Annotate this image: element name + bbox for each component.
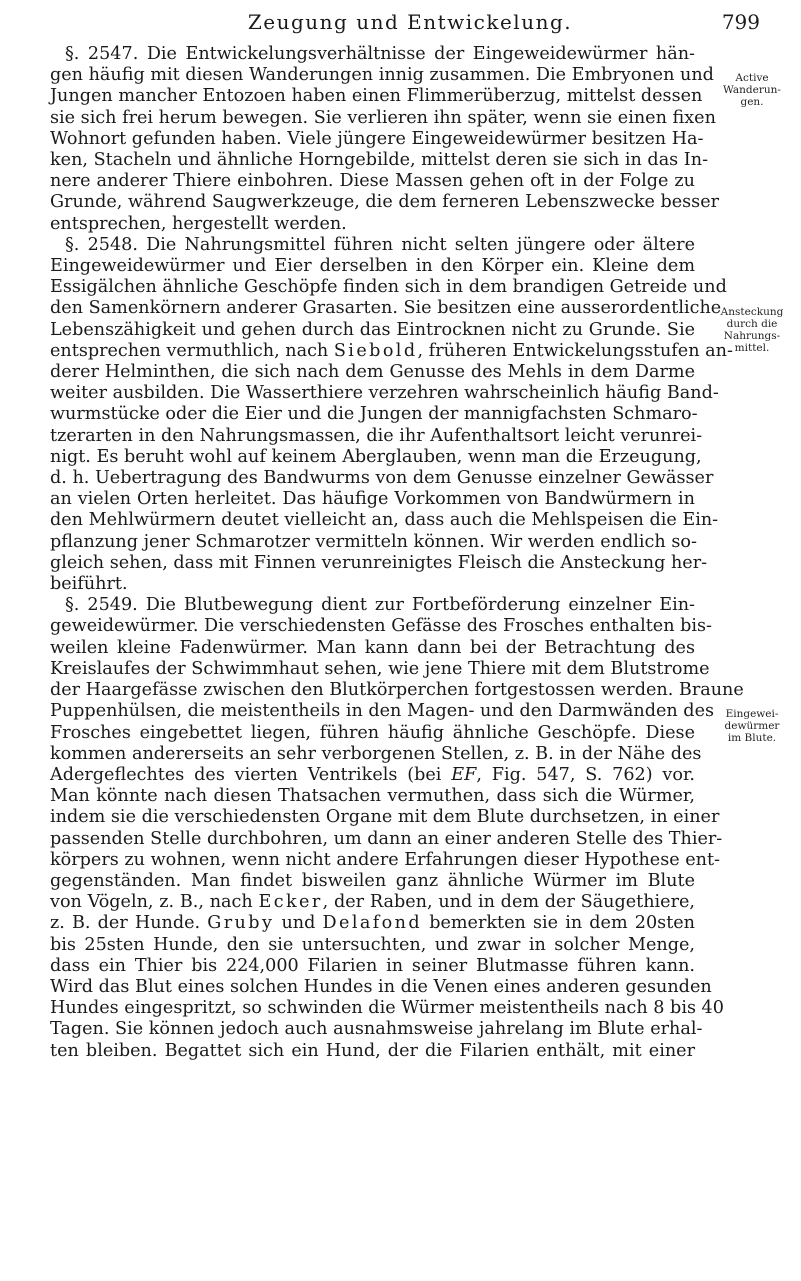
- text-segment: und: [281, 913, 316, 934]
- author-name: Ecker: [258, 892, 323, 913]
- sidenote-line: Active: [735, 72, 769, 84]
- text-line: Grunde, während Saugwerkzeuge, die dem ferneren Lebenszwecke besser: [50, 192, 720, 213]
- text-line: der Haargefässe zwischen den Blutkörperchen fortgestossen werden. Braune: [50, 680, 744, 701]
- sidenote-worms-blood: [703, 708, 801, 744]
- text-segment: Adergeflechtes des vierten Ventrikels (bei: [50, 764, 442, 785]
- paragraph-2549: [50, 595, 744, 1061]
- text-line: Wohnort gefunden haben. Viele jüngere Eingeweidewürmer besitzen Ha-: [50, 128, 704, 149]
- text-line: entsprechen, hergestellt werden.: [50, 213, 347, 234]
- body-text: [50, 44, 744, 1062]
- text-segment: entsprechen vermuthlich, nach: [50, 340, 329, 361]
- text-segment: z. B. der Hunde.: [50, 913, 201, 934]
- running-header: [60, 10, 760, 40]
- text-line: pflanzung jener Schmarotzer vermitteln können. Wir werden endlich so-: [50, 531, 697, 552]
- text-line: [50, 913, 695, 934]
- sidenote-line: mittel.: [734, 342, 770, 354]
- sidenote-line: Nahrungs-: [723, 330, 781, 342]
- text-segment: bemerkten sie in dem 20sten: [429, 913, 696, 934]
- text-segment: , der Raben, und in dem der Säugethiere,: [322, 892, 696, 913]
- text-line: an vielen Orten herleitet. Das häufige Vorkommen von Bandwürmern in: [50, 489, 695, 510]
- text-line: [50, 892, 695, 913]
- text-line: Lebenszähigkeit und gehen durch das Eintrocknen nicht zu Grunde. Sie: [50, 319, 695, 340]
- text-line: [50, 340, 733, 362]
- text-line: gegenständen. Man findet bisweilen ganz ähnliche Würmer im Blute: [50, 870, 695, 891]
- text-line: gen häufig mit diesen Wanderungen innig zusammen. Die Embryonen und: [50, 65, 714, 86]
- text-line: nere anderer Thiere einbohren. Diese Massen gehen oft in der Folge zu: [50, 171, 695, 192]
- text-line: Frosches eingebettet liegen, führen häufig ähnliche Geschöpfe. Diese: [50, 722, 695, 743]
- text-line: Hundes eingespritzt, so schwinden die Würmer meistentheils nach 8 bis 40: [50, 998, 724, 1019]
- paragraph-2547: [50, 44, 720, 235]
- author-name: Gruby: [207, 913, 275, 934]
- text-line: Man könnte nach diesen Thatsachen vermuthen, dass sich die Würmer,: [50, 786, 695, 807]
- text-line: Eingeweidewürmer und Eier derselben in den Körper ein. Kleine dem: [50, 256, 695, 277]
- text-line: §. 2549. Die Blutbewegung dient zur Fortbeförderung einzelner Ein-: [65, 595, 695, 616]
- text-line: indem sie die verschiedensten Organe mit dem Blute durchsetzen, in einer: [50, 807, 720, 828]
- text-line: [50, 765, 695, 786]
- sidenote-line: im Blute.: [727, 732, 777, 744]
- author-name: Siebold: [333, 340, 418, 361]
- sidenote-active-migrations: [703, 72, 801, 108]
- text-line: dass ein Thier bis 224,000 Filarien in seiner Blutmasse führen kann.: [50, 955, 695, 976]
- text-line: weilen kleine Fadenwürmer. Man kann dann bei der Betrachtung des: [50, 637, 695, 658]
- text-line: Tagen. Sie können jedoch auch ausnahmsweise jahrelang im Blute erhal-: [50, 1019, 703, 1040]
- text-segment: von Vögeln, z. B., nach: [50, 892, 253, 913]
- text-line: ten bleiben. Begattet sich ein Hund, der die Filarien enthält, mit einer: [50, 1040, 695, 1061]
- sidenote-line: durch die: [726, 318, 778, 330]
- text-line: den Mehlwürmern deutet vielleicht an, dass auch die Mehlspeisen die Ein-: [50, 510, 719, 531]
- text-line: d. h. Uebertragung des Bandwurms von dem Genusse einzelner Gewässer: [50, 468, 714, 489]
- text-line: gleich sehen, dass mit Finnen verunreinigtes Fleisch die Ansteckung her-: [50, 552, 708, 573]
- sidenote-line: Ansteckung: [720, 306, 784, 318]
- sidenote-line: gen.: [740, 96, 764, 108]
- text-line: wurmstücke oder die Eier und die Jungen der mannigfachsten Schmaro-: [50, 404, 698, 425]
- text-line: Wird das Blut eines solchen Hundes in die Venen eines anderen gesunden: [50, 976, 712, 997]
- text-line: körpers zu wohnen, wenn nicht andere Erfahrungen dieser Hypothese ent-: [50, 849, 720, 870]
- sidenote-line: Wanderun-: [723, 84, 781, 96]
- text-line: geweidewürmer. Die verschiedensten Gefässe des Frosches enthalten bis-: [50, 616, 713, 637]
- text-line: Jungen mancher Entozoen haben einen Flimmerüberzug, mittelst dessen: [50, 86, 703, 107]
- page-number: 799: [721, 10, 760, 34]
- text-line: sie sich frei herum bewegen. Sie verlieren ihn später, wenn sie einen fixen: [50, 107, 716, 128]
- text-line: nigt. Es beruht wohl auf keinem Aberglauben, wenn man die Erzeugung,: [50, 446, 702, 467]
- text-line: ken, Stacheln und ähnliche Horngebilde, mittelst deren sie sich in das In-: [50, 150, 709, 171]
- sidenote-line: dewürmer: [724, 720, 780, 732]
- text-line: weiter ausbilden. Die Wasserthiere verzehren wahrscheinlich häufig Band-: [50, 383, 719, 404]
- text-line: derer Helminthen, die sich nach dem Genusse des Mehls in dem Darme: [50, 362, 695, 383]
- text-line: kommen andererseits an sehr verborgenen Stellen, z. B. in der Nähe des: [50, 743, 702, 764]
- text-segment: , Fig. 547, S. 762) vor.: [476, 764, 696, 785]
- author-name: Delafond: [322, 913, 423, 934]
- text-line: §. 2548. Die Nahrungsmittel führen nicht selten jüngere oder ältere: [65, 234, 695, 255]
- text-line: passenden Stelle durchbohren, um dann an einer anderen Stelle des Thier-: [50, 828, 723, 849]
- text-line: Essigälchen ähnliche Geschöpfe finden sich in dem brandigen Getreide und: [50, 277, 727, 298]
- text-line: §. 2547. Die Entwickelungsverhältnisse der Eingeweidewürmer hän-: [65, 44, 695, 64]
- text-segment: , früheren Entwickelungsstufen an-: [417, 340, 733, 361]
- running-title: Zeugung und Entwickelung.: [247, 10, 573, 34]
- text-line: Puppenhülsen, die meistentheils in den Magen- und den Darmwänden des: [50, 701, 715, 722]
- text-line: den Samenkörnern anderer Grasarten. Sie besitzen eine ausserordentliche: [50, 298, 722, 319]
- sidenote-line: Eingewei-: [725, 708, 779, 720]
- figure-label: EF: [451, 764, 477, 785]
- text-line: beiführt.: [50, 574, 128, 595]
- paragraph-2548: [50, 234, 733, 595]
- text-line: bis 25sten Hunde, den sie untersuchten, und zwar in solcher Menge,: [50, 934, 695, 955]
- text-line: tzerarten in den Nahrungsmassen, die ihr Aufenthaltsort leicht verunrei-: [50, 425, 703, 446]
- text-line: Kreislaufes der Schwimmhaut sehen, wie jene Thiere mit dem Blutstrome: [50, 658, 710, 679]
